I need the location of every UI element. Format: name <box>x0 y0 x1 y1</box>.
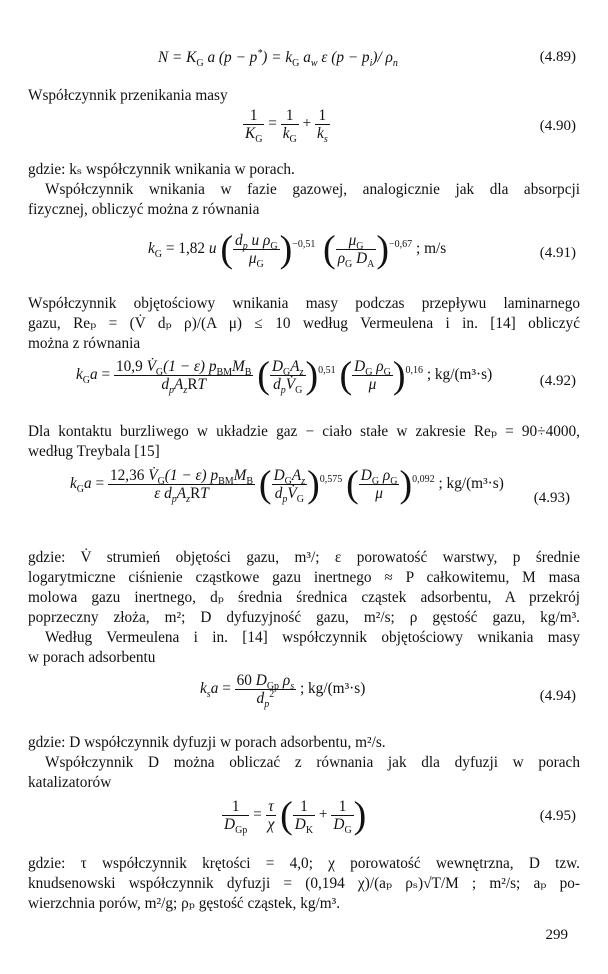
exponent: 0,67 <box>394 238 413 250</box>
equation-4-92: $k_Ga$ = $\frac{10,9 V̇_G(1 - \varepsilon) p_{BM}M_B}{d_pA_zRT}$ ( $\frac{D_GA_z}{d_pV̇_G}$ )$^{0,51}$ ( $\frac{D_G \rho_G}{\mu}$ )$^{0,16}$ ; kg/(m³·s) <box>76 354 493 397</box>
coefficient: 12,36 <box>109 467 145 484</box>
paragraph-dgp: Współczynnik D można obliczać z równania jak dla dyfuzji w porach <box>45 754 580 771</box>
where-final-line: gdzie: τ współczynnik krętości = 4,0; χ porowatość wewnętrzna, D tzw. <box>28 855 580 872</box>
exponent: 0,092 <box>412 473 435 485</box>
equation-4-89: $N = K_G$ a $(p - p^*) = k_G$ $a_w$ ε $(p - p_i)/$ $\rho_n$ <box>158 47 398 70</box>
coefficient: 60 <box>236 672 252 689</box>
unit: ; kg/(m³·s) <box>299 680 366 698</box>
label-transfer-coefficient: Współczynnik przenikania masy <box>28 87 228 104</box>
unit: ; kg/(m³·s) <box>438 475 504 493</box>
unit: ; kg/(m³·s) <box>426 366 493 384</box>
where-block-line: logarytmiczne ciśnienie cząstkowe gazu inertnego ≈ P całkowitemu, M masa <box>28 569 580 586</box>
equation-number: (4.91) <box>539 245 576 261</box>
equation-number: (4.89) <box>539 49 576 65</box>
equation-4-94: $k_sa$ = $\frac{60 D_{Gp} \rho_s}{d_p^2}$ ; kg/(m³·s) <box>200 672 366 711</box>
where-final-line: knudsenowski współczynnik dyfuzji = (0,194 χ)/(aₚ ρₛ)√T/M ; m²/s; aₚ po- <box>28 875 580 892</box>
paragraph-dgp-cont: katalizatorów <box>28 774 112 791</box>
where-dgp: gdzie: D współczynnik dyfuzji w porach adsorbentu, m²/s. <box>28 734 386 751</box>
exponent: 0,51 <box>318 364 336 376</box>
where-block-line: molowa gazu inertnego, dₚ średnia średnica cząstek adsorbentu, A przekrój <box>28 589 580 606</box>
equation-number: (4.92) <box>539 373 576 389</box>
equation-4-93: $k_Ga$ = $\frac{12,36 V̇_G(1 - \varepsilon) p_{BM}M_B}{\varepsilon d_pA_zRT}$ ( $\frac{D_GA_z}{d_pV̇_G}$ )$^{0,575}$ ( $\frac{D_G \rho_G}{\mu}$ )$^{0,092}$ ; kg/(m³·s) <box>70 463 504 506</box>
equation-number: (4.94) <box>539 688 576 704</box>
paragraph-turbulent-cont: według Treybala [15] <box>28 443 160 460</box>
equation-4-91: $k_G = 1,82$ u ( $\frac{d_p u \rho_G}{\mu_G}$ )$^{-0,51}$ ( $\frac{\mu_G}{\rho_G D_A}$ )$^{-0,67}$ ; m/s <box>148 228 447 271</box>
equation-4-90: $\frac{1}{K_G}$ = $\frac{1}{k_G}$ + $\frac{1}{k_s}$ <box>245 107 328 146</box>
paragraph-pores: Według Vermeulena i in. [14] współczynnik objętościowy wnikania masy <box>45 629 580 646</box>
equation-number: (4.95) <box>539 808 576 824</box>
where-final-line: wierzchnia porów, m²/g; ρₚ gęstość cząstek, kg/m³. <box>28 895 341 912</box>
exponent: 0,51 <box>297 238 316 250</box>
where-ks: gdzie: kₛ współczynnik wnikania w porach. <box>28 161 295 178</box>
page-number: 299 <box>545 927 568 943</box>
where-block-line: gdzie: V̇ strumień objętości gazu, m³/; ε porowatość warstwy, p średnie <box>28 549 580 566</box>
coefficient: 1,82 <box>178 240 206 258</box>
exponent: 0,16 <box>405 364 423 376</box>
paragraph-pores-cont: w porach adsorbentu <box>28 649 156 666</box>
paragraph-laminar: Współczynnik objętościowy wnikania masy podczas przepływu laminarnego <box>28 295 580 312</box>
where-block-line: poprzeczny złoża, m²; D dyfuzyjność gazu, m²/s; ρ gęstość gazu, kg/m³. <box>28 609 580 626</box>
paragraph-gas-phase-cont: fizycznej, obliczyć można z równania <box>28 201 260 218</box>
coefficient: 10,9 <box>115 358 143 375</box>
exponent: 0,575 <box>319 473 343 485</box>
equation-number: (4.93) <box>533 490 570 506</box>
equation-4-95: $\frac{1}{D_{Gp}}$ = $\frac{\tau}{\chi}$ ( $\frac{1}{D_K}$ + $\frac{1}{D_G}$ ) <box>224 794 367 837</box>
paragraph-turbulent: Dla kontaktu burzliwego w układzie gaz − ciało stałe w zakresie Reₚ = 90÷4000, <box>28 423 580 440</box>
equation-number: (4.90) <box>539 118 576 134</box>
unit: ; m/s <box>416 240 447 258</box>
paragraph-laminar-cont: gazu, Reₚ = (V̇ dₚ ρ)/(A μ) ≤ 10 według Vermeulena i in. [14] obliczyć <box>28 315 580 332</box>
paragraph-laminar-end: można z równania <box>28 335 141 352</box>
paragraph-gas-phase: Współczynnik wnikania w fazie gazowej, analogicznie jak dla absorpcji <box>45 181 580 198</box>
